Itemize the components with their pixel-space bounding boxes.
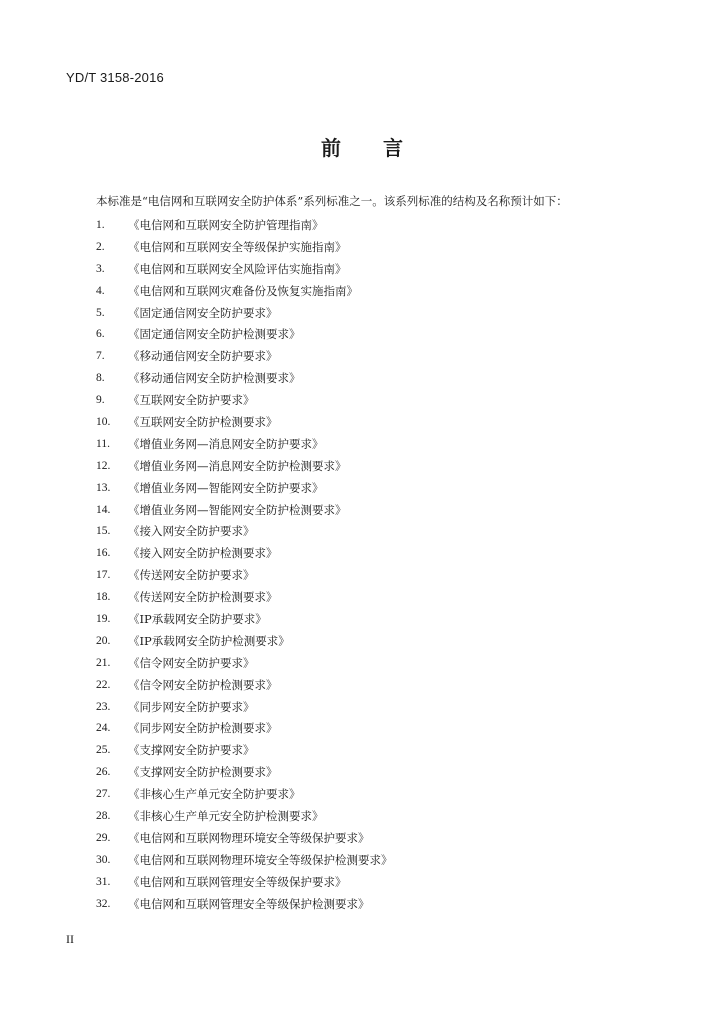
list-item	[96, 740, 393, 762]
list-item-title: 《互联网安全防护检测要求》	[128, 415, 278, 430]
list-item-number: 28.	[96, 810, 111, 823]
list-item-number: 13.	[96, 481, 111, 494]
list-item-title: 《互联网安全防护要求》	[128, 393, 255, 408]
list-item-number: 27.	[96, 788, 111, 801]
title-char-1: 前	[321, 136, 341, 160]
list-item-title: 《增值业务网—智能网安全防护检测要求》	[128, 502, 347, 517]
list-item	[96, 259, 393, 281]
list-item-title: 《IP承载网安全防护检测要求》	[128, 633, 290, 648]
list-item	[96, 521, 393, 543]
list-item-title: 《电信网和互联网物理环境安全等级保护检测要求》	[128, 852, 393, 867]
list-item-title: 《接入网安全防护检测要求》	[128, 546, 278, 561]
list-item-title: 《增值业务网—消息网安全防护要求》	[128, 436, 324, 451]
list-item-title: 《电信网和互联网安全风险评估实施指南》	[128, 261, 347, 276]
list-item	[96, 828, 393, 850]
list-item	[96, 850, 393, 872]
list-item-number: 14.	[96, 503, 111, 516]
list-item-number: 25.	[96, 744, 111, 757]
list-item-title: 《电信网和互联网安全等级保护实施指南》	[128, 239, 347, 254]
list-item	[96, 762, 393, 784]
list-item-title: 《信令网安全防护要求》	[128, 655, 255, 670]
list-item-title: 《移动通信网安全防护检测要求》	[128, 371, 301, 386]
list-item-title: 《固定通信网安全防护要求》	[128, 305, 278, 320]
list-item	[96, 478, 393, 500]
list-item-title: 《电信网和互联网灾难备份及恢复实施指南》	[128, 283, 358, 298]
list-item	[96, 368, 393, 390]
standards-list	[96, 215, 393, 916]
list-item	[96, 784, 393, 806]
list-item-number: 6.	[96, 328, 105, 341]
list-item	[96, 456, 393, 478]
list-item-title: 《移动通信网安全防护要求》	[128, 349, 278, 364]
list-item-title: 《同步网安全防护要求》	[128, 699, 255, 714]
list-item-title: 《支撑网安全防护检测要求》	[128, 765, 278, 780]
list-item-title: 《支撑网安全防护要求》	[128, 743, 255, 758]
list-item-number: 8.	[96, 372, 105, 385]
list-item	[96, 215, 393, 237]
list-item-number: 31.	[96, 875, 111, 888]
list-item-number: 9.	[96, 394, 105, 407]
list-item-number: 19.	[96, 613, 111, 626]
list-item-title: 《增值业务网—智能网安全防护要求》	[128, 480, 324, 495]
list-item	[96, 872, 393, 894]
list-item-number: 1.	[96, 219, 105, 231]
list-item	[96, 653, 393, 675]
list-item	[96, 324, 393, 346]
list-item-number: 20.	[96, 634, 111, 647]
list-item-number: 11.	[96, 437, 110, 450]
list-item	[96, 303, 393, 325]
list-item	[96, 434, 393, 456]
list-item-number: 21.	[96, 656, 111, 669]
list-item	[96, 412, 393, 434]
list-item	[96, 675, 393, 697]
list-item-number: 10.	[96, 416, 111, 429]
page-title	[0, 132, 724, 161]
list-item-title: 《电信网和互联网管理安全等级保护要求》	[128, 874, 347, 889]
list-item-title: 《接入网安全防护要求》	[128, 524, 255, 539]
list-item	[96, 390, 393, 412]
list-item	[96, 806, 393, 828]
list-item	[96, 281, 393, 303]
list-item	[96, 543, 393, 565]
list-item-number: 2.	[96, 240, 105, 253]
list-item	[96, 565, 393, 587]
list-item-number: 26.	[96, 766, 111, 779]
intro-paragraph: 本标准是“电信网和互联网安全防护体系”系列标准之一。该系列标准的结构及名称预计如下：	[96, 194, 568, 208]
list-item	[96, 587, 393, 609]
list-item-number: 18.	[96, 591, 111, 604]
list-item	[96, 631, 393, 653]
list-item-number: 23.	[96, 700, 111, 713]
list-item-number: 32.	[96, 897, 111, 910]
list-item-title: 《电信网和互联网物理环境安全等级保护要求》	[128, 830, 370, 845]
list-item-number: 12.	[96, 459, 111, 472]
list-item-title: 《增值业务网—消息网安全防护检测要求》	[128, 458, 347, 473]
list-item-title: 《传送网安全防护检测要求》	[128, 590, 278, 605]
list-item-number: 29.	[96, 831, 111, 844]
list-item	[96, 718, 393, 740]
list-item	[96, 237, 393, 259]
list-item	[96, 500, 393, 522]
list-item-number: 3.	[96, 262, 105, 275]
list-item	[96, 697, 393, 719]
list-item-title: 《非核心生产单元安全防护要求》	[128, 787, 301, 802]
list-item	[96, 894, 393, 916]
list-item-title: 《电信网和互联网安全防护管理指南》	[128, 218, 324, 232]
list-item-number: 7.	[96, 350, 105, 363]
page-number: II	[66, 932, 74, 946]
list-item-number: 17.	[96, 569, 111, 582]
list-item-title: 《电信网和互联网管理安全等级保护检测要求》	[128, 896, 370, 911]
list-item-number: 30.	[96, 853, 111, 866]
list-item-title: 《IP承载网安全防护要求》	[128, 612, 267, 627]
list-item-number: 24.	[96, 722, 111, 735]
list-item	[96, 346, 393, 368]
list-item-title: 《同步网安全防护检测要求》	[128, 721, 278, 736]
list-item-number: 22.	[96, 678, 111, 691]
document-code: YD/T 3158-2016	[66, 70, 164, 85]
list-item	[96, 609, 393, 631]
list-item-title: 《信令网安全防护检测要求》	[128, 677, 278, 692]
title-char-2: 言	[383, 136, 403, 160]
list-item-title: 《传送网安全防护要求》	[128, 568, 255, 583]
list-item-title: 《固定通信网安全防护检测要求》	[128, 327, 301, 342]
list-item-number: 5.	[96, 306, 105, 319]
list-item-number: 4.	[96, 284, 105, 297]
list-item-title: 《非核心生产单元安全防护检测要求》	[128, 809, 324, 824]
list-item-number: 15.	[96, 525, 111, 538]
list-item-number: 16.	[96, 547, 111, 560]
